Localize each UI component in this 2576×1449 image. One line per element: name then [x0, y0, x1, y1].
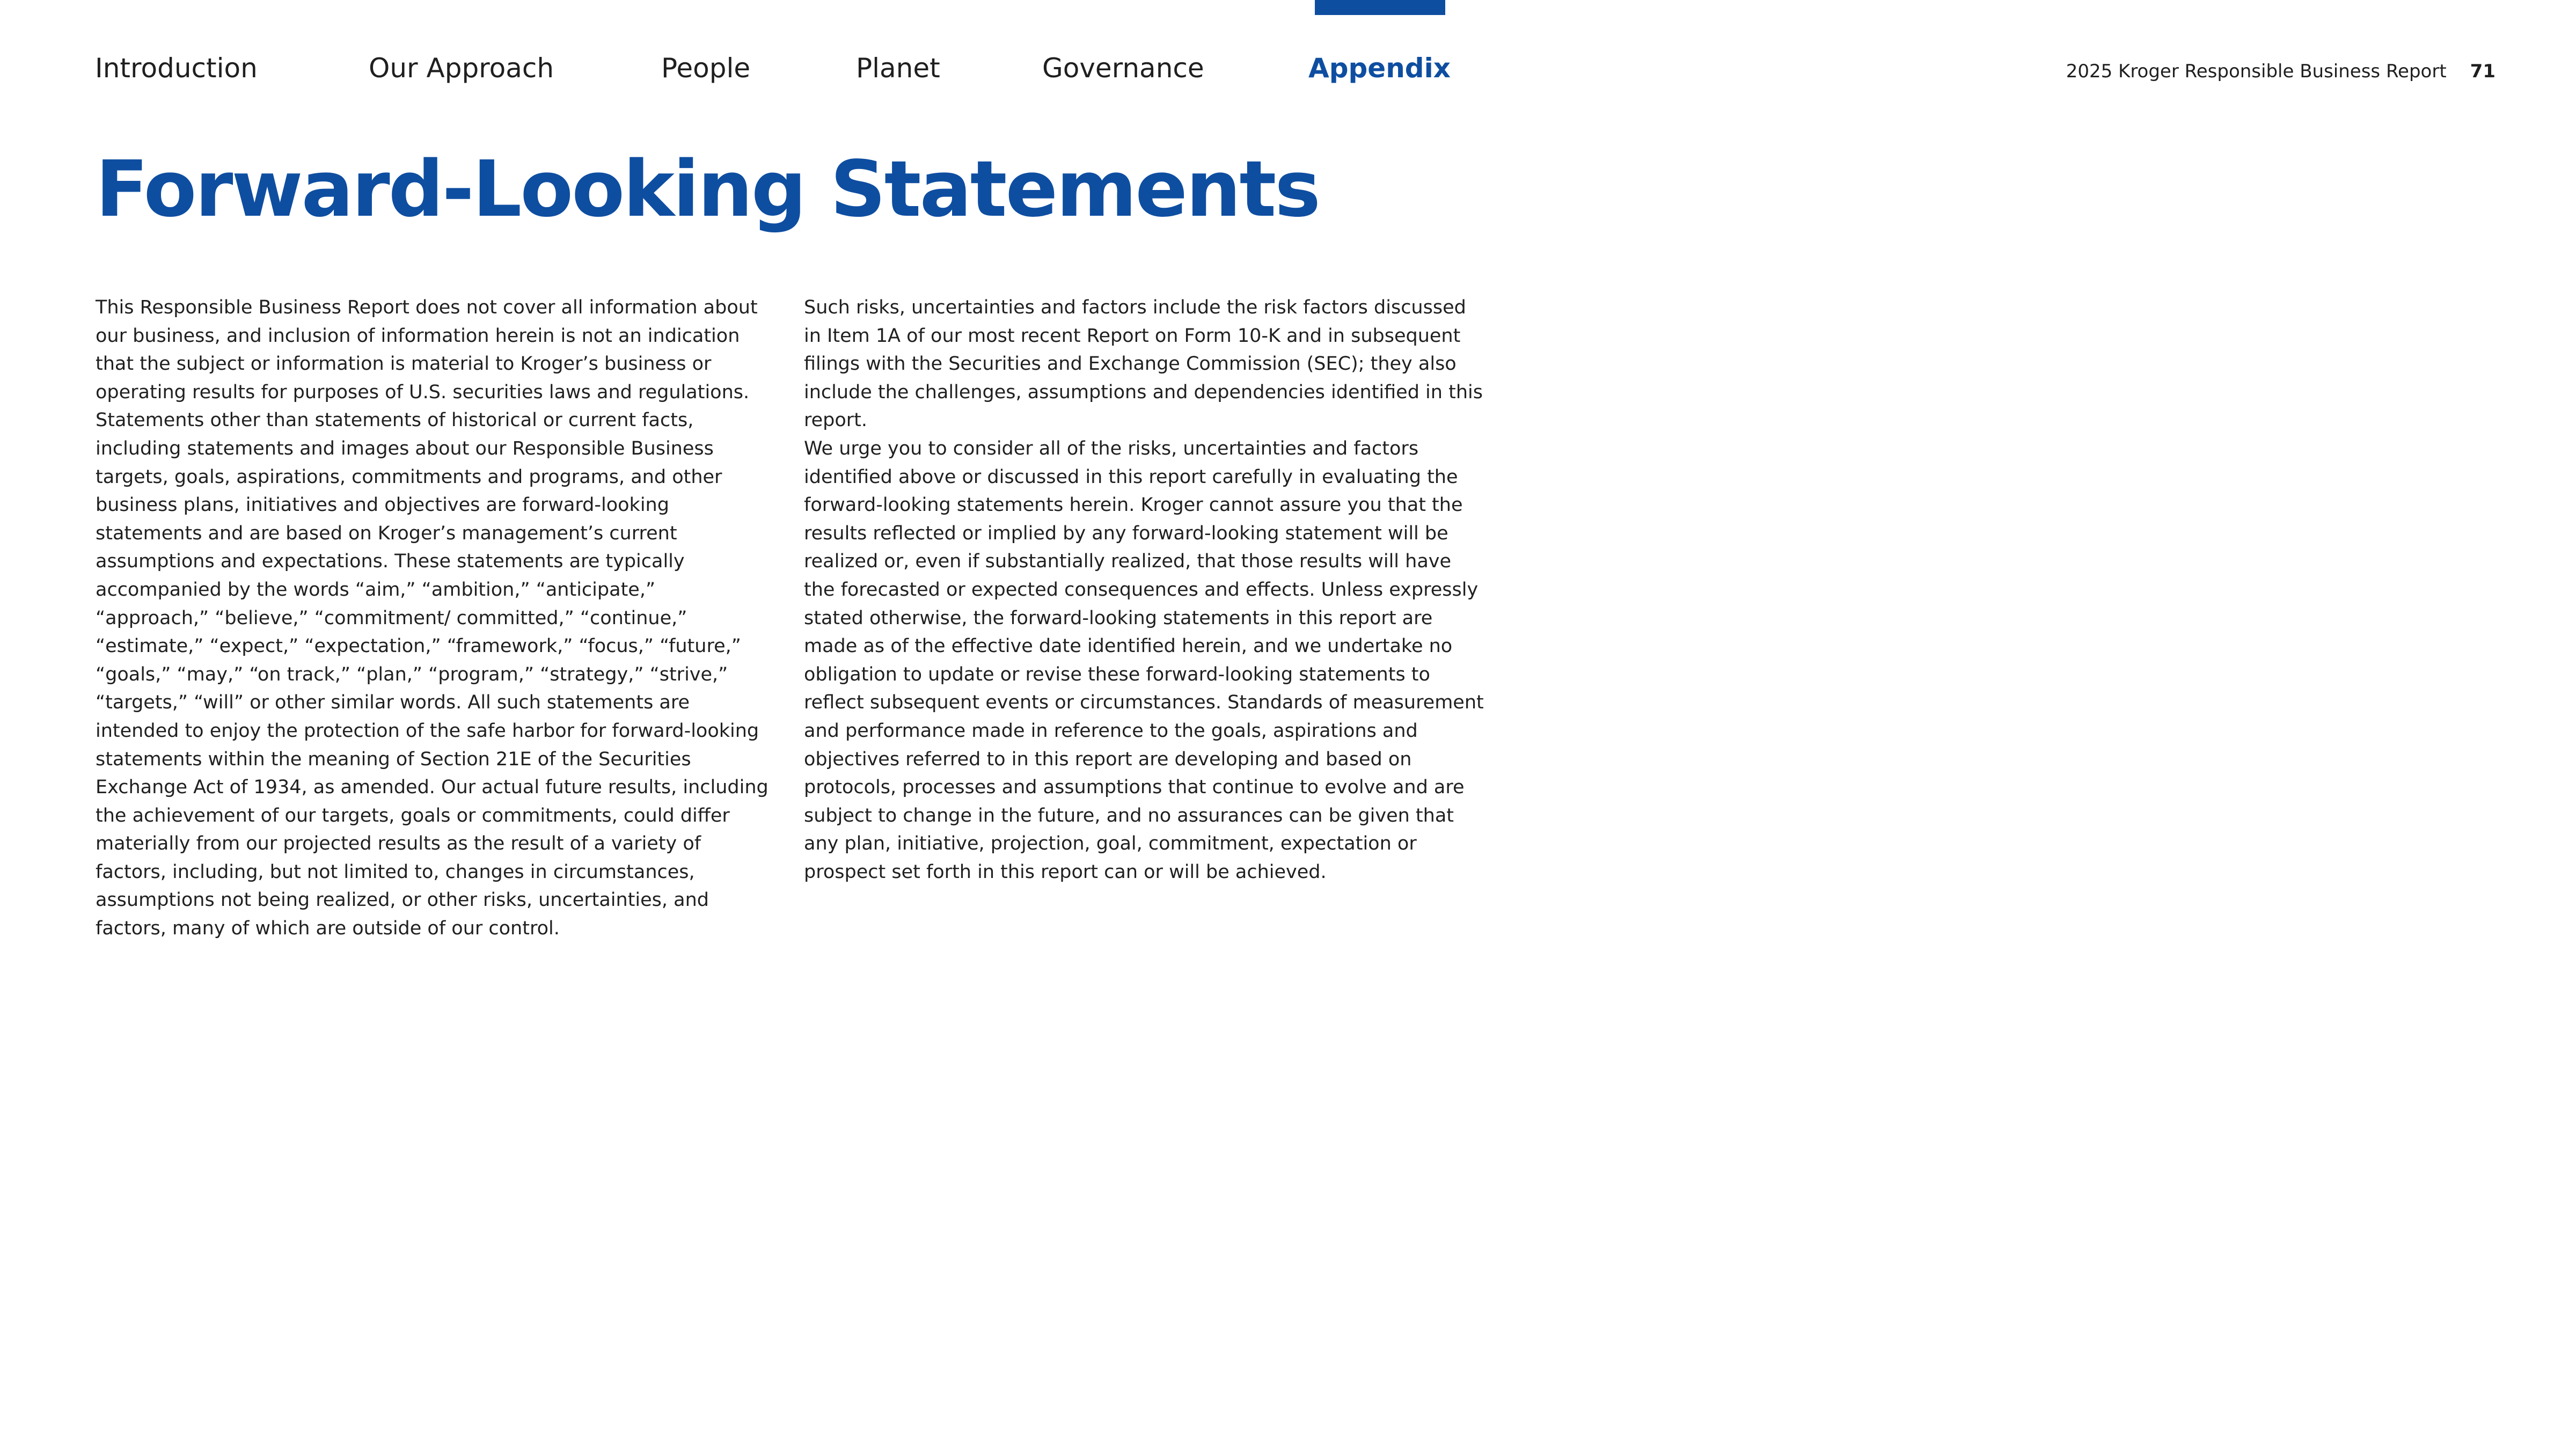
risk-factors-paragraph: Such risks, uncertainties and factors include the risk factors discussed in Item 1A of our most recent Report on Form 10-K and in subsequent filings with the Securities and Exchange Commission (SEC); they also include the challenges, assumptions and dependencies identified in this report.	[804, 297, 1483, 431]
forward-looking-caution-paragraph: We urge you to consider all of the risks, uncertainties and factors identified above or discussed in this report carefully in evaluating the forward-looking statements herein. Kroger cannot assure you that the results reflected or implied by any forward-looking statement will be realized or, even if substantially realized, that those results will have the forecasted or expected consequences and effects. Unless expressly stated otherwise, the forward-looking statements in this report are made as of the effective date identified herein, and we undertake no obligation to update or revise these forward-looking statements to reflect subsequent events or circumstances. Standards of measurement and performance made in reference to the goals, aspirations and objectives referred to in this report are developing and based on protocols, processes and assumptions that continue to evolve and are subject to change in the future, and no assurances can be given that any plan, initiative, projection, goal, commitment, expectation or prospect set forth in this report can or will be achieved.	[804, 437, 1484, 883]
active-section-indicator	[1315, 0, 1445, 15]
page-title: Forward-Looking Statements	[96, 144, 1319, 234]
report-title: 2025 Kroger Responsible Business Report	[2066, 61, 2447, 82]
disclaimer-paragraph: This Responsible Business Report does not cover all information about our business, and inclusion of information herein is not an indication that the subject or information is material to Kroger’s business or operating results for purposes of U.S. securities laws and regulations. Statements other than statements of historical or current facts, including statements and images about our Responsible Business targets, goals, aspirations, commitments and programs, and other business plans, initiatives and objectives are forward-looking statements and are based on Kroger’s management’s current assumptions and expectations. These statements are typically accompanied by the words “aim,” “ambition,” “anticipate,” “approach,” “believe,” “commitment/ committed,” “continue,” “estimate,” “expect,” “expectation,” “framework,” “focus,” “future,” “goals,” “may,” “on track,” “plan,” “program,” “strategy,” “strive,” “targets,” “will” or other similar words. All such statements are intended to enjoy the protection of the safe harbor for forward-looking statements within the meaning of Section 21E of the Securities Exchange Act of 1934, as amended. Our actual future results, including the achievement of our targets, goals or commitments, could differ materially from our projected results as the result of a variety of factors, including, but not limited to, changes in circumstances, assumptions not being realized, or other risks, uncertainties, and factors, many of which are outside of our control.	[96, 297, 769, 940]
left-column	[96, 294, 772, 943]
nav-item-introduction[interactable]: Introduction	[95, 53, 258, 84]
page-number: 71	[2470, 61, 2496, 82]
nav-item-appendix[interactable]: Appendix	[1308, 53, 1451, 84]
report-header	[2066, 58, 2496, 85]
nav-item-planet[interactable]: Planet	[856, 53, 940, 84]
right-column	[804, 294, 1485, 886]
nav-item-our-approach[interactable]: Our Approach	[369, 53, 554, 84]
nav-item-governance[interactable]: Governance	[1042, 53, 1204, 84]
nav-item-people[interactable]: People	[661, 53, 751, 84]
